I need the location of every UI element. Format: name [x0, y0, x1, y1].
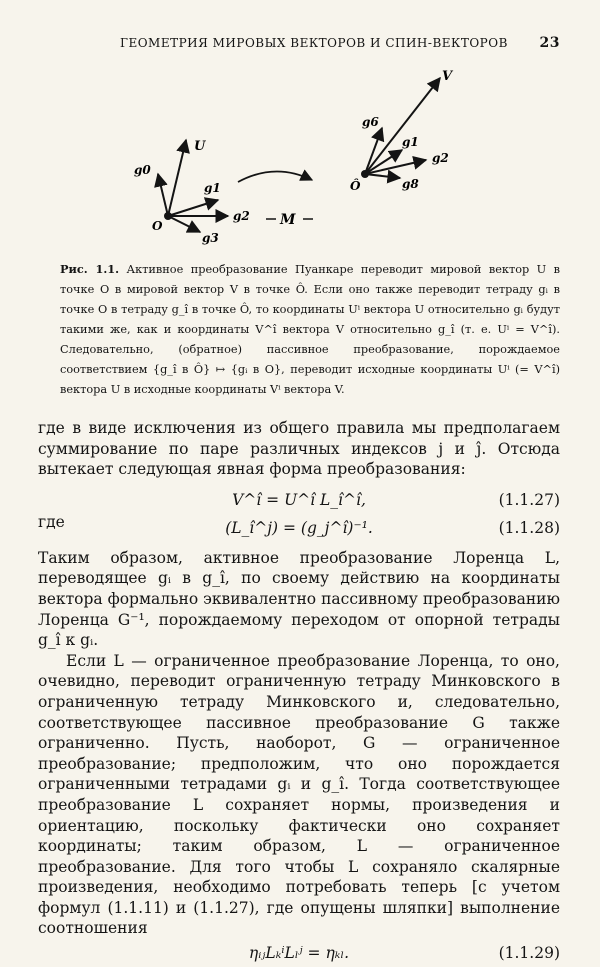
where-word: где: [38, 512, 65, 531]
running-title: ГЕОМЕТРИЯ МИРОВЫХ ВЕКТОРОВ И СПИН-ВЕКТОРОВ: [120, 36, 508, 50]
paragraph-3: Если L — ограниченное преобразование Лоренца, то оно, очевидно, переводит ограниченную тетраду Минковского в ограниченную тетраду Минковского и, следовательно, соответствующее пассивное преобразование G также ограниченно. Пусть, наоборот, G — ограниченное преобразование; предположим, что оно порождается ограниченными тетрадами gᵢ и g_î. Тогда соответствующее преобразование L сохраняет нормы, произведения и ориентацию, поскольку фактически оно сохраняет координаты; таким образом, L — ограниченное преобразование. Для того чтобы L сохраняло скалярные произведения, необходимо потребовать теперь [с учетом формул (1.1.11) и (1.1.27), где опущены шляпки] выполнение соотношения: [38, 651, 560, 938]
caption-label: Рис. 1.1.: [60, 262, 120, 276]
figure-caption: [60, 259, 560, 400]
label-O-hat: Ô: [350, 179, 361, 193]
vector-g3: [168, 216, 200, 232]
equation-1-1-29: [38, 939, 560, 967]
equation-1-1-27: [38, 486, 560, 514]
figure-1-1: [100, 62, 500, 252]
label-V: V: [442, 69, 453, 84]
right-tetrad: [350, 69, 454, 193]
paragraph-1: где в виде исключения из общего правила мы предполагаем суммирование по паре различных индексов j и ĵ. Отсюда вытекает следующая явная форма преобразования:: [38, 419, 560, 479]
equation-formula: V^î = U^î L_î^î,: [232, 490, 366, 509]
equation-formula: (L_î^j) = (g_j^î)⁻¹.: [225, 518, 373, 537]
equation-number: (1.1.28): [498, 518, 560, 537]
vector-g1: [168, 200, 218, 216]
page-number: 23: [539, 35, 560, 51]
label-O: O: [152, 219, 163, 233]
label-g8: g8: [402, 177, 419, 191]
label-g1-hat: g1: [402, 135, 419, 149]
label-g0: g0: [134, 163, 151, 177]
label-U: U: [194, 139, 206, 154]
label-g2: g2: [233, 209, 250, 223]
vector-g6: [365, 128, 382, 174]
main-text: [38, 418, 560, 967]
label-M: M: [280, 212, 296, 228]
vector-U: [168, 140, 186, 216]
equation-number: (1.1.29): [498, 944, 560, 963]
point-O: [164, 212, 172, 220]
vector-g0: [158, 174, 168, 216]
label-g6: g6: [362, 115, 379, 129]
label-g2-hat: g2: [432, 151, 449, 165]
equation-formula: ηᵢⱼLₖⁱLₗʲ = ηₖₗ.: [248, 944, 350, 963]
equation-1-1-28: [38, 514, 560, 542]
vector-g8: [365, 174, 400, 178]
label-g3: g3: [202, 231, 219, 245]
point-O-hat: [361, 170, 369, 178]
equation-number: (1.1.27): [498, 490, 560, 509]
caption-text: Активное преобразование Пуанкаре переводит мировой вектор U в точке O в мировой вектор V в точке Ô. Если оно также переводит тетраду gᵢ в точке O в тетраду g_î в точке Ô, то координаты Uⁱ вектора U относительно gᵢ будут такими же, как и координаты V^î вектора V относительно g_î (т. е. Uⁱ = V^î). Следовательно, (обратное) пассивное преобразование, порождаемое соответствием {g_î в Ô} ↦ {gᵢ в O}, переводит исходные координаты Uⁱ (= V^î) вектора U в исходные координаты Vⁱ вектора V.: [60, 263, 560, 396]
left-tetrad: [134, 139, 250, 245]
paragraph-2: Таким образом, активное преобразование Лоренца L, переводящее gᵢ в g_î, по своему действию на координаты вектора формально эквивалентно пассивному преобразованию Лоренца G⁻¹, порождаемому переходом от опорной тетрады g_î к gᵢ.: [38, 548, 560, 650]
label-g1: g1: [204, 181, 221, 195]
